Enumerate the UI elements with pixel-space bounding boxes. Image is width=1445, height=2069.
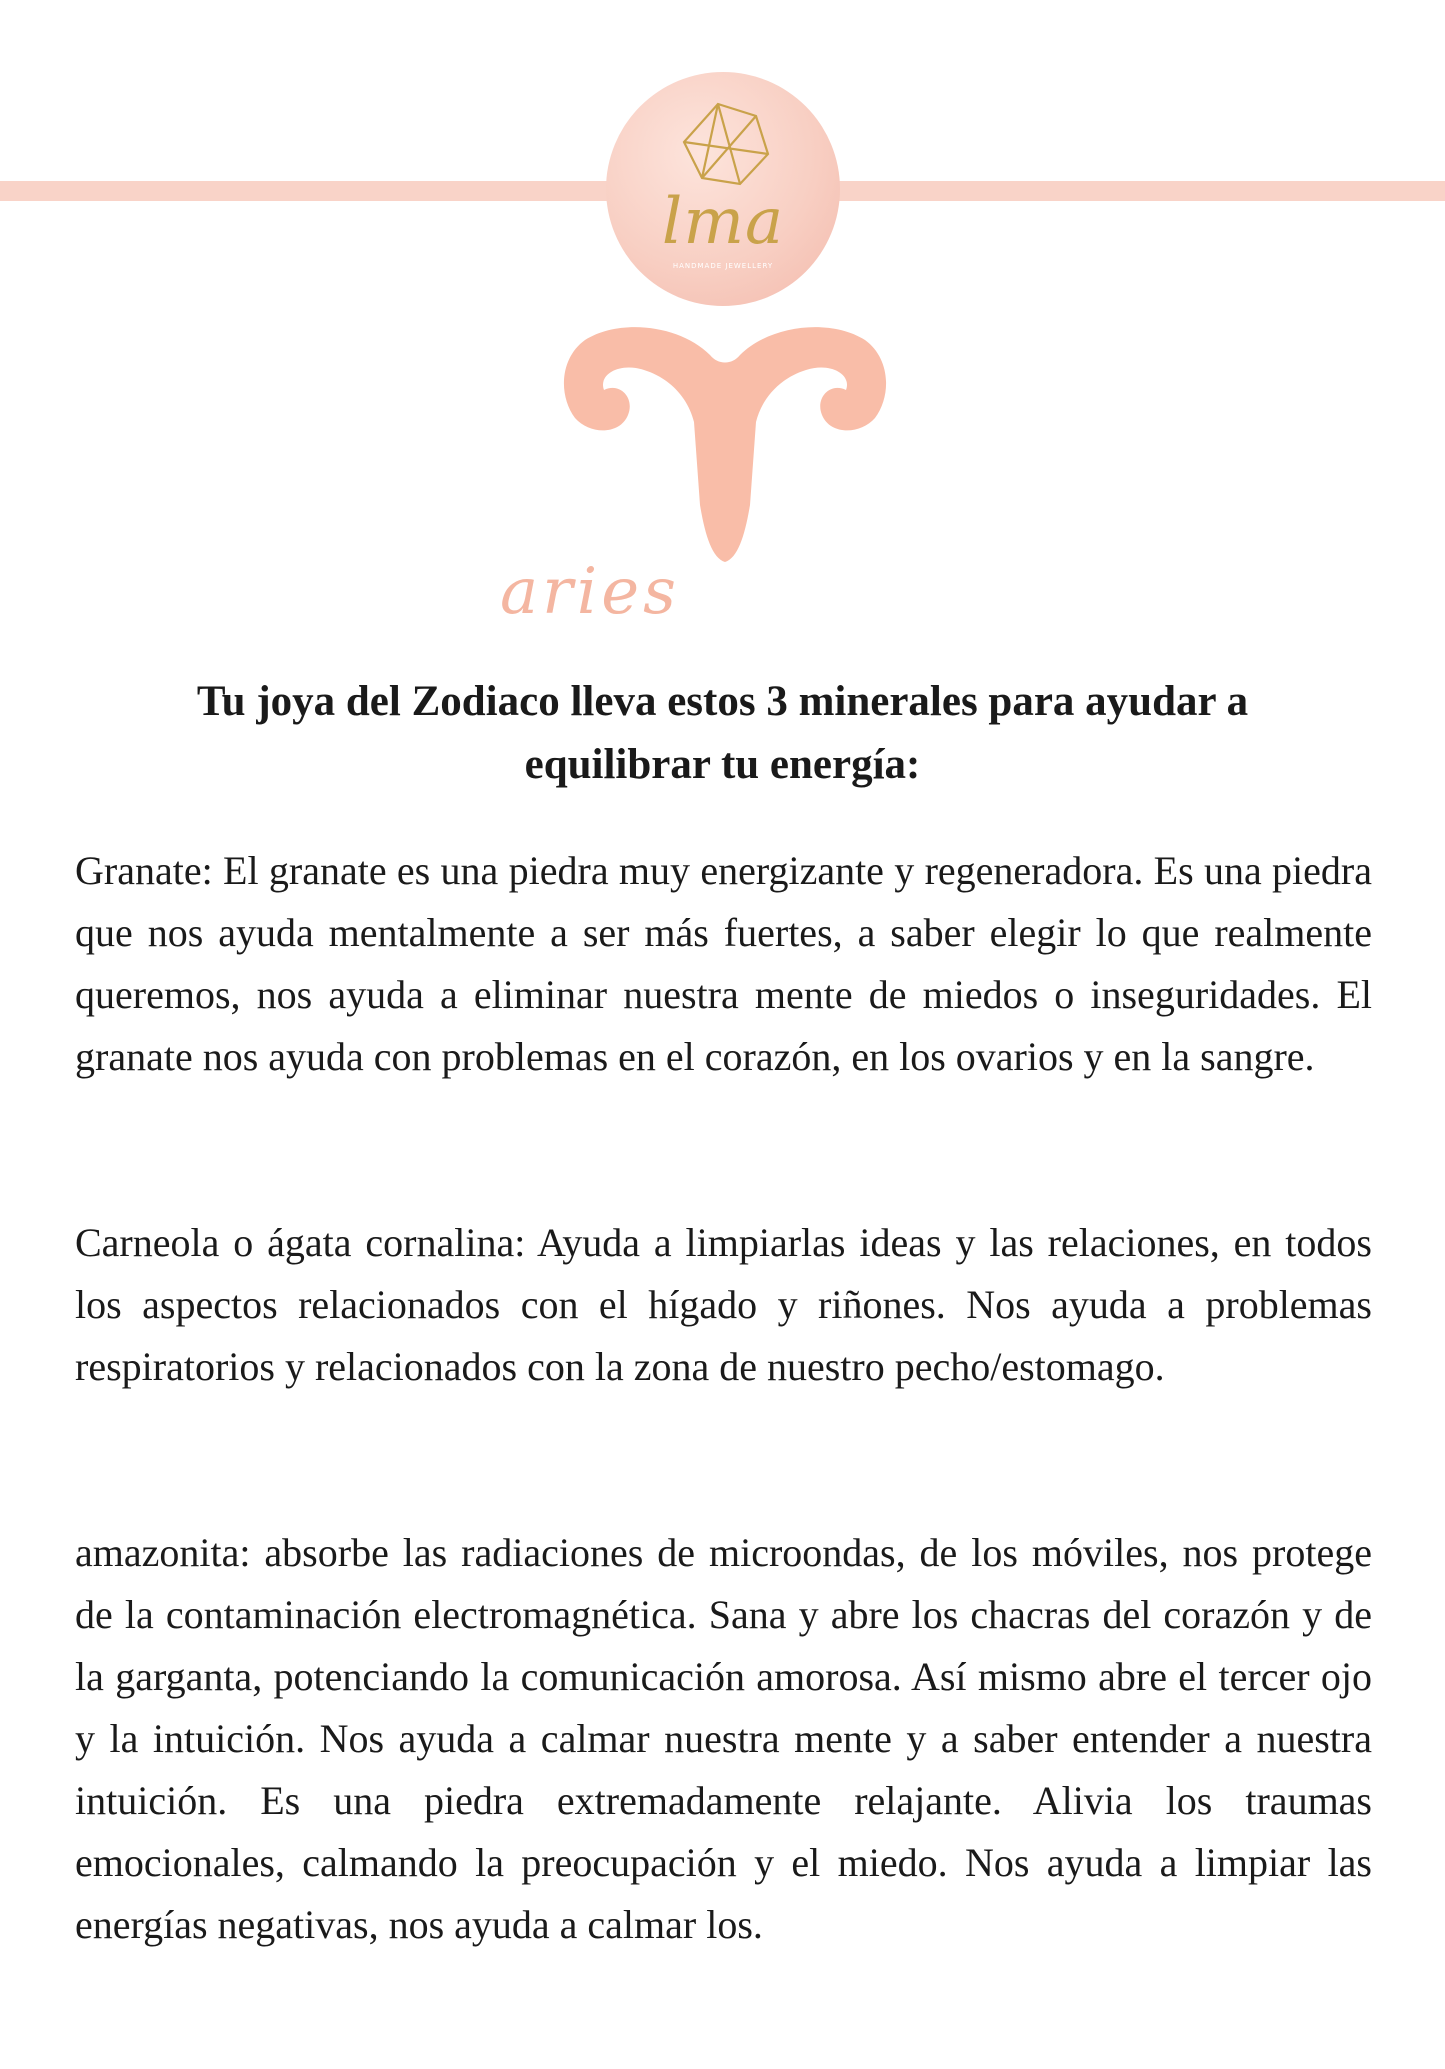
intro-heading: Tu joya del Zodiaco lleva estos 3 minerales para ayudar a equilibrar tu energía: xyxy=(196,678,1249,788)
sign-name: aries xyxy=(500,555,680,629)
aries-ram-icon xyxy=(560,310,890,570)
mineral-paragraph-granate: Granate: El granate es una piedra muy energizante y regeneradora. Es una piedra que nos ayuda mentalmente a ser más fuertes, a saber elegir lo que realmente queremos, nos ayuda a eliminar nuestra mente de miedos o inseguridades. El granate nos ayuda con problemas en el corazón, en los ovarios y en la sangre. xyxy=(75,848,1372,1079)
mineral-paragraph-carneola: Carneola o ágata cornalina: Ayuda a limpiarlas ideas y las relaciones, en todos los aspectos relacionados con el hígado y riñones. Nos ayuda a problemas respiratorios y relacionados con la zona de nuestro pecho/estomago. xyxy=(75,1220,1372,1389)
logo-subtext: HANDMADE JEWELLERY xyxy=(672,262,774,270)
brand-logo xyxy=(606,72,840,306)
logo-text: lma xyxy=(661,185,785,259)
mineral-paragraph-amazonita: amazonita: absorbe las radiaciones de microondas, de los móviles, nos protege de la contaminación electromagnética. Sana y abre los chacras del corazón y de la garganta, potenciando la comunicación amorosa. Así mismo abre el tercer ojo y la intuición. Nos ayuda a calmar nuestra mente y a saber entender a nuestra intuición. Es una piedra extremadamente relajante. Alivia los traumas emocionales, calmando la preocupación y el miedo. Nos ayuda a limpiar las energías negativas, nos ayuda a calmar los. xyxy=(75,1530,1372,1947)
